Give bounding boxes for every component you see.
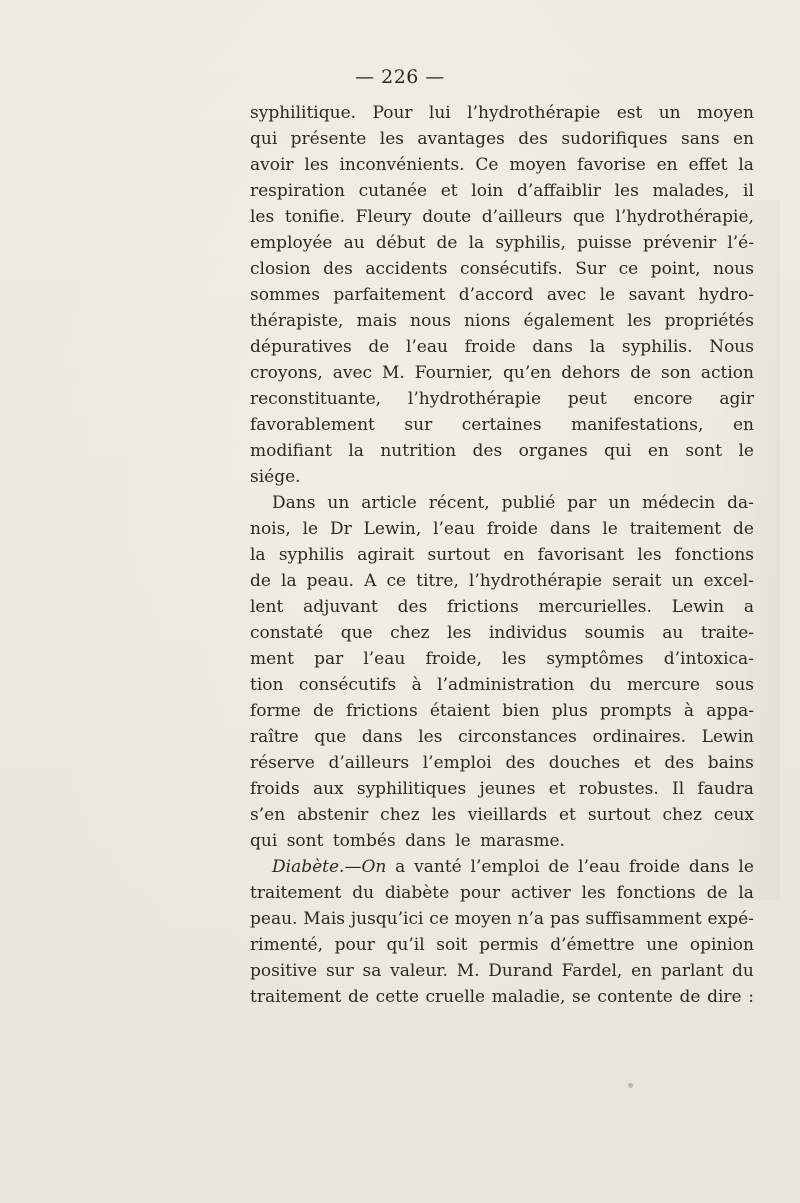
text-line: employée au début de la syphilis, puisse prévenir l’é-	[250, 233, 754, 253]
text-line: respiration cutanée et loin d’affaiblir les malades, il	[250, 181, 754, 201]
text-line: la syphilis agirait surtout en favorisant les fonctions	[250, 545, 754, 565]
text-line: avoir les inconvénients. Ce moyen favorise en effet la	[250, 155, 754, 175]
text-line: closion des accidents consécutifs. Sur ce point, nous	[250, 259, 754, 279]
text-line: réserve d’ailleurs l’emploi des douches et des bains	[250, 753, 754, 773]
body-text	[250, 100, 754, 1010]
text-line: lent adjuvant des frictions mercurielles. Lewin a	[250, 597, 754, 617]
text-line: rimenté, pour qu’il soit permis d’émettre une opinion	[250, 935, 754, 955]
text-line: traitement de cette cruelle maladie, se contente de dire :	[250, 987, 754, 1007]
text-line: siége.	[250, 467, 301, 487]
text-line: s’en abstenir chez les vieillards et surtout chez ceux	[250, 805, 754, 825]
text-line: traitement du diabète pour activer les fonctions de la	[250, 883, 754, 903]
text-line: froids aux syphilitiques jeunes et robustes. Il faudra	[250, 779, 754, 799]
text-line: ment par l’eau froide, les symptômes d’intoxica-	[250, 649, 754, 669]
text-line: qui présente les avantages des sudorifiques sans en	[250, 129, 754, 149]
text-line: raître que dans les circonstances ordinaires. Lewin	[250, 727, 754, 747]
text-line: les tonifie. Fleury doute d’ailleurs que l’hydrothérapie,	[250, 207, 754, 227]
text-line: reconstituante, l’hydrothérapie peut encore agir	[250, 389, 754, 409]
text-line: favorablement sur certaines manifestations, en	[250, 415, 754, 435]
page-number: — 226 —	[355, 66, 445, 88]
text-line: nois, le Dr Lewin, l’eau froide dans le traitement de	[250, 519, 754, 539]
text-line: forme de frictions étaient bien plus prompts à appa-	[250, 701, 754, 721]
text-line: syphilitique. Pour lui l’hydrothérapie est un moyen	[250, 103, 754, 123]
text-line: Dans un article récent, publié par un médecin da-	[272, 493, 754, 513]
text-line: positive sur sa valeur. M. Durand Fardel, en parlant du	[250, 961, 754, 981]
text-line: qui sont tombés dans le marasme.	[250, 831, 565, 851]
text-line: tion consécutifs à l’administration du mercure sous	[250, 675, 754, 695]
text-line: sommes parfaitement d’accord avec le savant hydro-	[250, 285, 754, 305]
text-line: de la peau. A ce titre, l’hydrothérapie serait un excel-	[250, 571, 754, 591]
text-line: modifiant la nutrition des organes qui en sont le	[250, 441, 754, 461]
paper-speck	[628, 1083, 633, 1088]
text-line: croyons, avec M. Fournier, qu’en dehors de son action	[250, 363, 754, 383]
text-line: thérapiste, mais nous nions également les propriétés	[250, 311, 754, 331]
text-line: peau. Mais jusqu’ici ce moyen n’a pas suffisamment expé-	[250, 909, 754, 929]
text-line: Diabète.—On a vanté l’emploi de l’eau froide dans le	[272, 857, 754, 877]
text-line: constaté que chez les individus soumis au traite-	[250, 623, 754, 643]
text-line: dépuratives de l’eau froide dans la syphilis. Nous	[250, 337, 754, 357]
